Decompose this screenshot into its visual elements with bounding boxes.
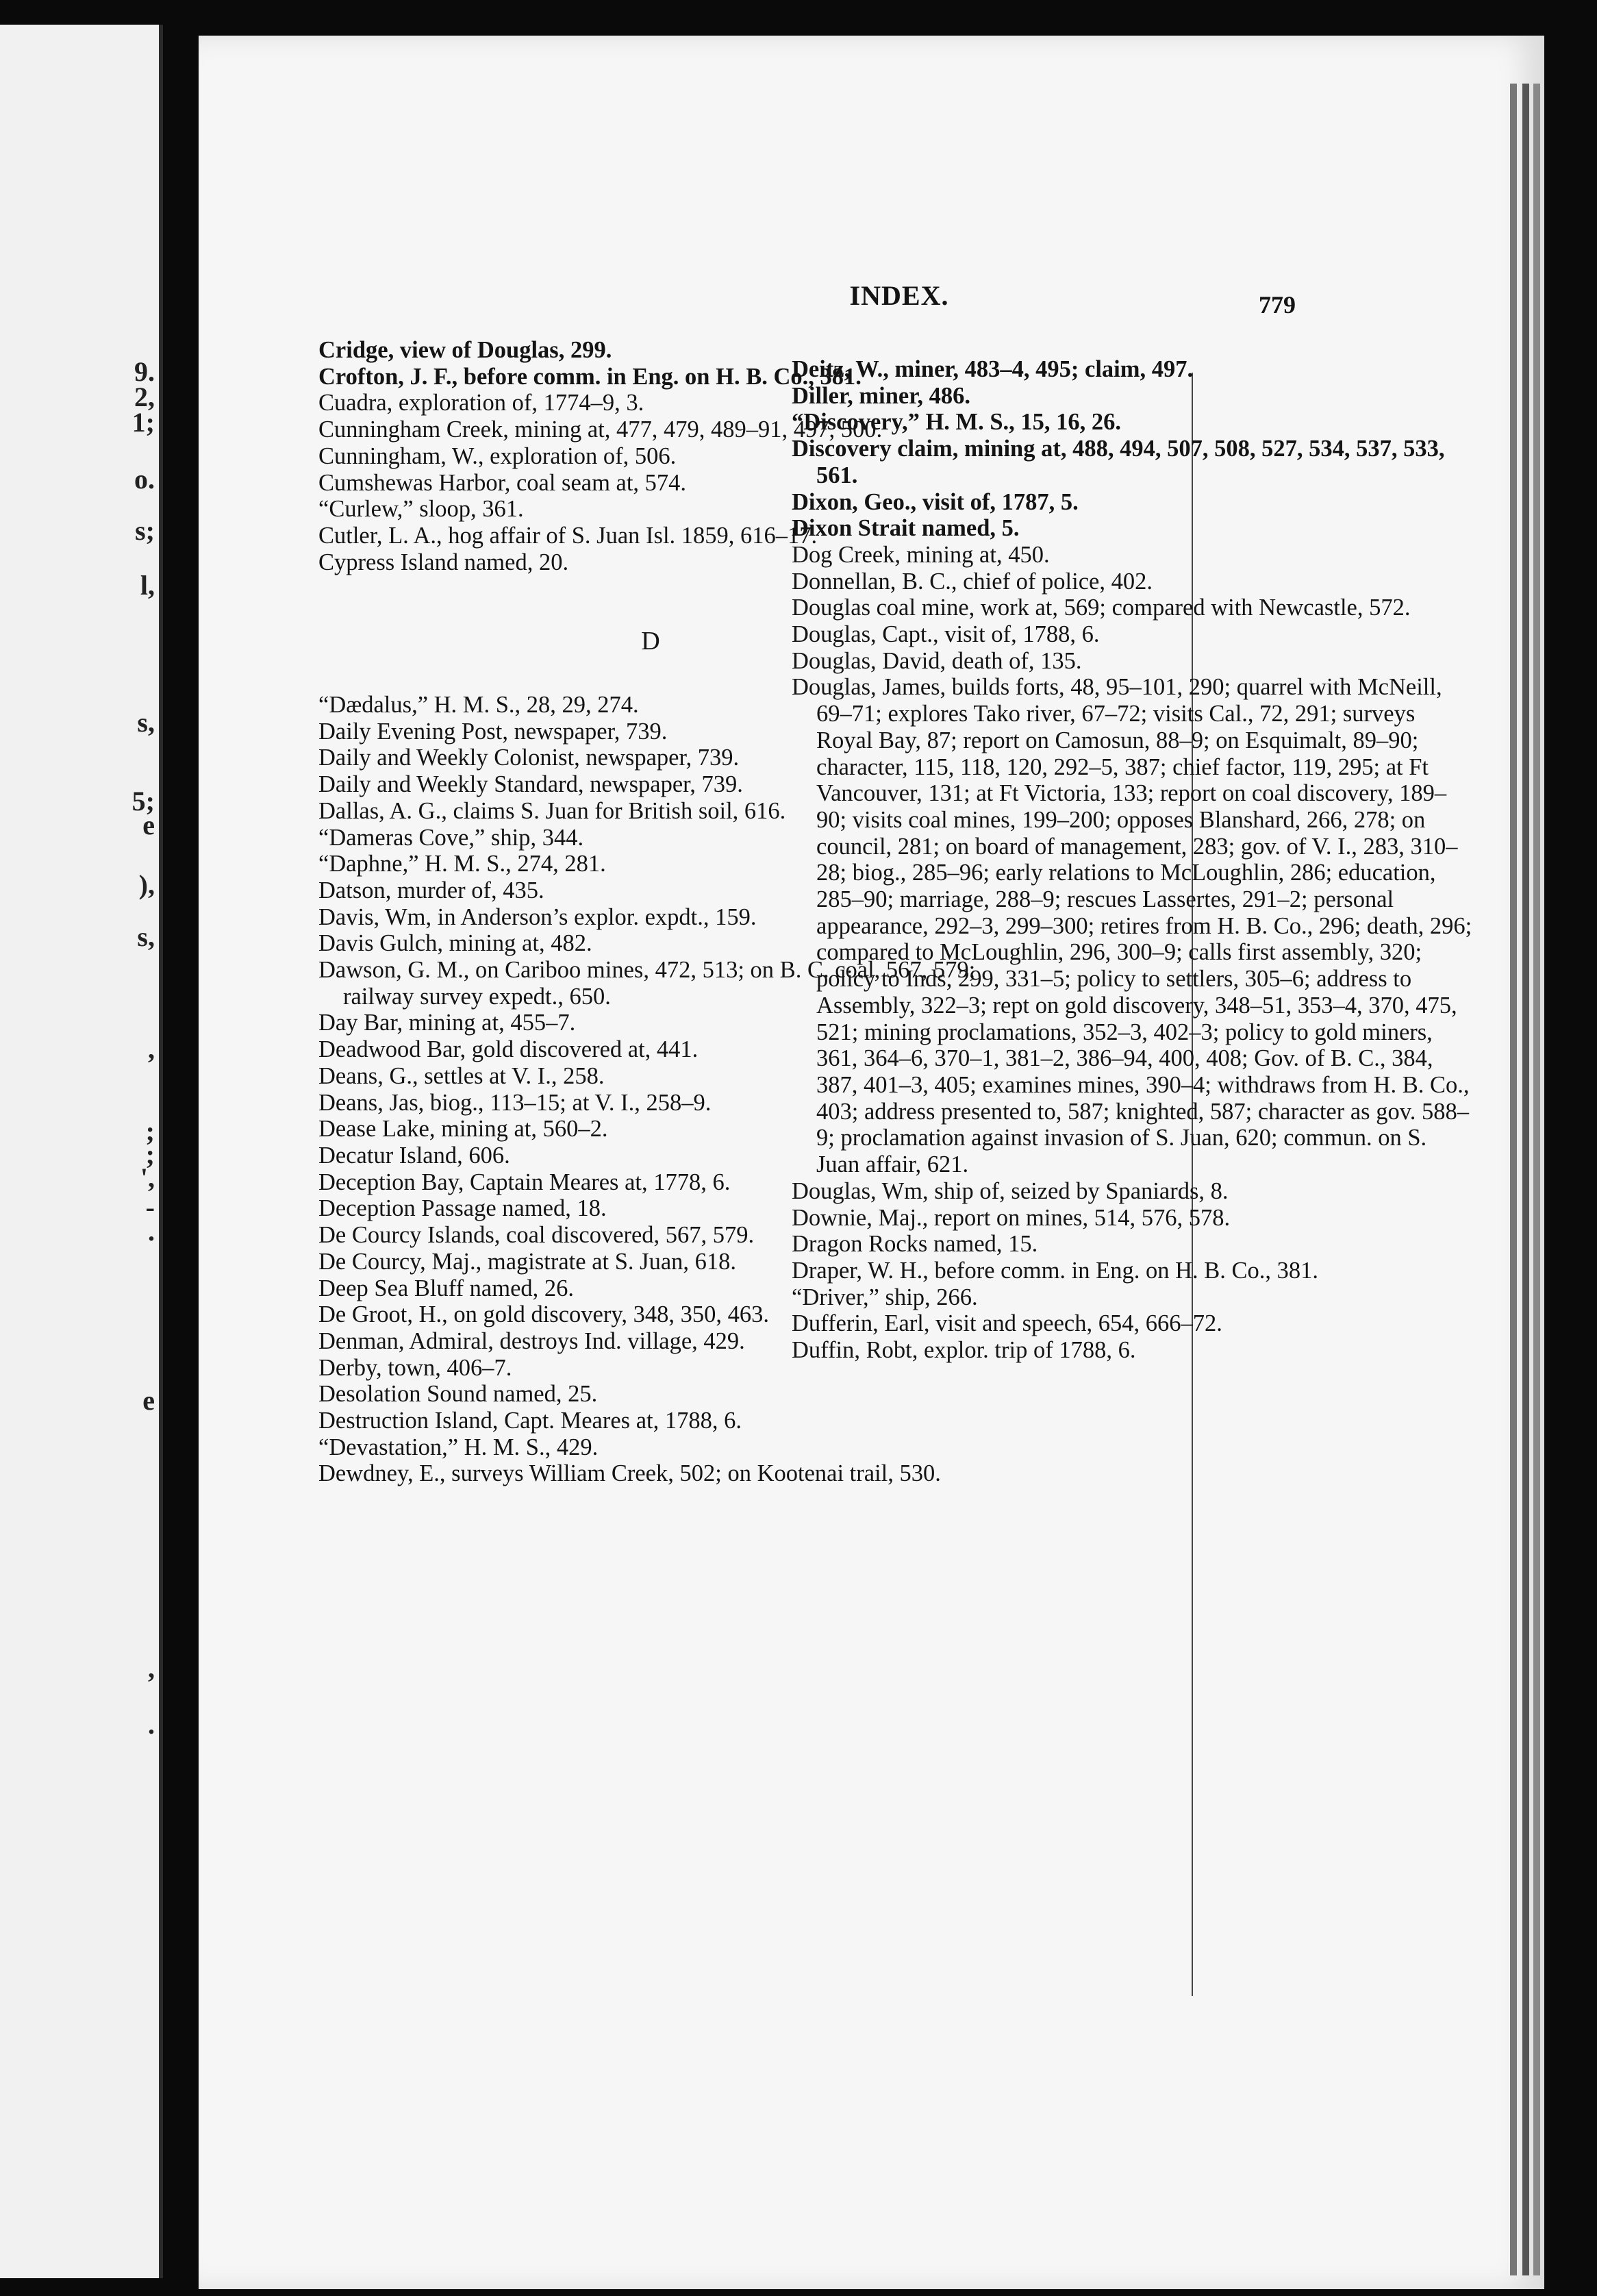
facing-page-fragment: 2, — [134, 382, 155, 412]
index-entry: Cunningham Creek, mining at, 477, 479, 489–91, 497, 500. — [318, 416, 883, 443]
index-entry: Desolation Sound named, 25. — [318, 1381, 598, 1408]
index-entry: De Courcy, Maj., magistrate at S. Juan, 618. — [318, 1248, 737, 1275]
index-entry: Dixon Strait named, 5. — [792, 515, 1020, 542]
index-entry: “Dameras Cove,” ship, 344. — [318, 824, 584, 851]
index-entry: Crofton, J. F., before comm. in Eng. on H. B. Co., 381. — [318, 363, 862, 390]
facing-page-fragment: e — [142, 810, 155, 840]
index-entry: Denman, Admiral, destroys Ind. village, 429. — [318, 1327, 745, 1354]
index-entry: Deans, Jas, biog., 113–15; at V. I., 258–9. — [318, 1089, 712, 1116]
facing-page-fragment: - — [145, 1192, 155, 1223]
facing-page-fragment: ), — [138, 869, 155, 900]
facing-page-fragment: s, — [137, 707, 155, 738]
index-entry: Duffin, Robt, explor. trip of 1788, 6. — [792, 1337, 1136, 1364]
facing-page-fragment: 5; — [131, 786, 155, 816]
index-entry: Cunningham, W., exploration of, 506. — [318, 442, 677, 469]
facing-page-fragment: 9. — [134, 356, 155, 387]
index-entry: “Driver,” ship, 266. — [792, 1284, 978, 1310]
facing-page-fragment: e — [142, 1385, 155, 1416]
index-entry: De Courcy Islands, coal discovered, 567, 579. — [318, 1222, 755, 1249]
index-entry: “Devastation,” H. M. S., 429. — [318, 1434, 599, 1460]
page-edge-stripe — [1522, 84, 1529, 2275]
facing-page-fragment: ; — [145, 1139, 155, 1170]
facing-page-fragment: s, — [137, 921, 155, 952]
index-column-right — [792, 356, 1472, 1364]
index-page — [199, 36, 1544, 2289]
index-entry: “Curlew,” sloop, 361. — [318, 496, 524, 523]
index-entry: Daily and Weekly Standard, newspaper, 739. — [318, 771, 743, 798]
facing-page-fragment: 1; — [131, 407, 155, 438]
index-entry: Donnellan, B. C., chief of police, 402. — [792, 568, 1153, 595]
facing-page-fragment: ; — [145, 1116, 155, 1147]
index-entry: Dixon, Geo., visit of, 1787, 5. — [792, 488, 1079, 515]
facing-page-fragment: o. — [134, 464, 155, 495]
facing-page-fragment: l, — [140, 570, 155, 601]
facing-page-fragment: . — [148, 1216, 155, 1247]
index-entry: Deception Passage named, 18. — [318, 1195, 607, 1222]
index-entry: Deception Bay, Captain Meares at, 1778, 6. — [318, 1169, 731, 1195]
index-entry: Downie, Maj., report on mines, 514, 576, 578. — [792, 1204, 1231, 1231]
index-entry: Decatur Island, 606. — [318, 1142, 510, 1169]
section-letter: D — [641, 627, 660, 656]
index-entry: Douglas, David, death of, 135. — [792, 647, 1082, 674]
index-entry: Deitz, W., miner, 483–4, 495; claim, 497. — [792, 356, 1194, 382]
index-entry: Deadwood Bar, gold discovered at, 441. — [318, 1036, 699, 1063]
index-entry: Derby, town, 406–7. — [318, 1354, 512, 1381]
index-entry: Cridge, view of Douglas, 299. — [318, 337, 612, 363]
index-entry: Dog Creek, mining at, 450. — [792, 541, 1050, 568]
index-entry: Cuadra, exploration of, 1774–9, 3. — [318, 390, 644, 416]
index-entry: Daily and Weekly Colonist, newspaper, 739. — [318, 745, 740, 771]
facing-page-fragment: s; — [135, 515, 155, 546]
index-entry: Douglas, Capt., visit of, 1788, 6. — [792, 621, 1100, 648]
index-entry: Destruction Island, Capt. Meares at, 1788, 6. — [318, 1408, 742, 1434]
index-entry: Diller, miner, 486. — [792, 382, 970, 409]
facing-page-fragment: , — [148, 1034, 155, 1064]
facing-page-fragment: ', — [140, 1162, 155, 1193]
index-entry: Dease Lake, mining at, 560–2. — [318, 1116, 608, 1143]
index-entry: “Discovery,” H. M. S., 15, 16, 26. — [792, 409, 1122, 436]
index-entry: Daily Evening Post, newspaper, 739. — [318, 718, 668, 745]
index-entry: Day Bar, mining at, 455–7. — [318, 1010, 576, 1036]
index-entry: Dallas, A. G., claims S. Juan for British soil, 616. — [318, 797, 786, 824]
index-entry: “Daphne,” H. M. S., 274, 281. — [318, 851, 606, 877]
index-entry: Dawson, G. M., on Cariboo mines, 472, 513; on B. C. coal, 567, 579; railway survey expedt., 650. — [318, 957, 976, 1010]
index-entry: Douglas, James, builds forts, 48, 95–101, 290; quarrel with McNeill, 69–71; explores Tako river, 67–72; visits Cal., 72, 291; surveys Royal Bay, 87; report on Camosun, 88–9; on Esquimalt, 89–90; character, 115, 118, 120, 292–5, 387; chief factor, 119, 295; at Ft Vancouver, 131; at Ft Victoria, 133; report on coal discovery, 189–90; visits coal mines, 199–200; opposes Blanshard, 266, 278; on council, 281; on board of management, 283; gov. of V. I., 283, 310–28; biog., 285–96; early relations to McLoughlin, 286; education, 285–90; marriage, 288–9; rescues Lassertes, 291–2; personal appearance, 292–3, 299–300; retires from H. B. Co., 296; death, 296; compared to McLoughlin, 296, 300–9; calls first assembly, 320; policy to Inds, 299, 331–5; policy to settlers, 305–6; address to Assembly, 322–3; rept on gold discovery, 348–51, 353–4, 370, 475, 521; mining proclamations, 352–3, 402–3; policy to gold miners, 361, 364–6, 370–1, 381–2, 386–94, 400, 408; Gov. of B. C., 384, 387, 401–3, 405; examines mines, 390–4; withdraws from H. B. Co., 403; address presented to, 587; knighted, 587; character as gov. 588–9; proclamation against invasion of S. Juan, 620; commun. on S. Juan affair, 621. — [792, 674, 1472, 1178]
index-entry: Cypress Island named, 20. — [318, 549, 569, 575]
index-entry: Douglas, Wm, ship of, seized by Spaniards, 8. — [792, 1177, 1229, 1204]
facing-page-fragment: , — [148, 1653, 155, 1684]
facing-page-fragment: . — [148, 1709, 155, 1740]
index-entry: Cutler, L. A., hog affair of S. Juan Isl. 1859, 616–17. — [318, 522, 818, 549]
index-entry: Discovery claim, mining at, 488, 494, 507, 508, 527, 534, 537, 533, 561. — [792, 436, 1445, 488]
index-entry: Douglas coal mine, work at, 569; compared with Newcastle, 572. — [792, 595, 1411, 621]
index-entry: “Dædalus,” H. M. S., 28, 29, 274. — [318, 692, 639, 719]
page-edge-stripe — [1533, 84, 1540, 2275]
index-entry: Dewdney, E., surveys William Creek, 502; on Kootenai trail, 530. — [318, 1460, 941, 1487]
index-entry: Deep Sea Bluff named, 26. — [318, 1275, 575, 1301]
index-entry: Draper, W. H., before comm. in Eng. on H. B. Co., 381. — [792, 1257, 1319, 1284]
index-entry: De Groot, H., on gold discovery, 348, 350, 463. — [318, 1301, 769, 1328]
index-entry: Davis Gulch, mining at, 482. — [318, 930, 592, 957]
index-entry: Dufferin, Earl, visit and speech, 654, 666–72. — [792, 1310, 1222, 1337]
facing-page-edge — [0, 25, 163, 2278]
index-entry: Deans, G., settles at V. I., 258. — [318, 1062, 605, 1089]
page-edge-stripe — [1510, 84, 1517, 2275]
running-head: INDEX. — [849, 280, 949, 311]
index-entry: Dragon Rocks named, 15. — [792, 1231, 1038, 1258]
page-number: 779 — [1259, 291, 1296, 319]
index-entry: Datson, murder of, 435. — [318, 877, 544, 903]
index-entry: Cumshewas Harbor, coal seam at, 574. — [318, 469, 687, 496]
index-entry: Davis, Wm, in Anderson’s explor. expdt., 159. — [318, 903, 757, 930]
